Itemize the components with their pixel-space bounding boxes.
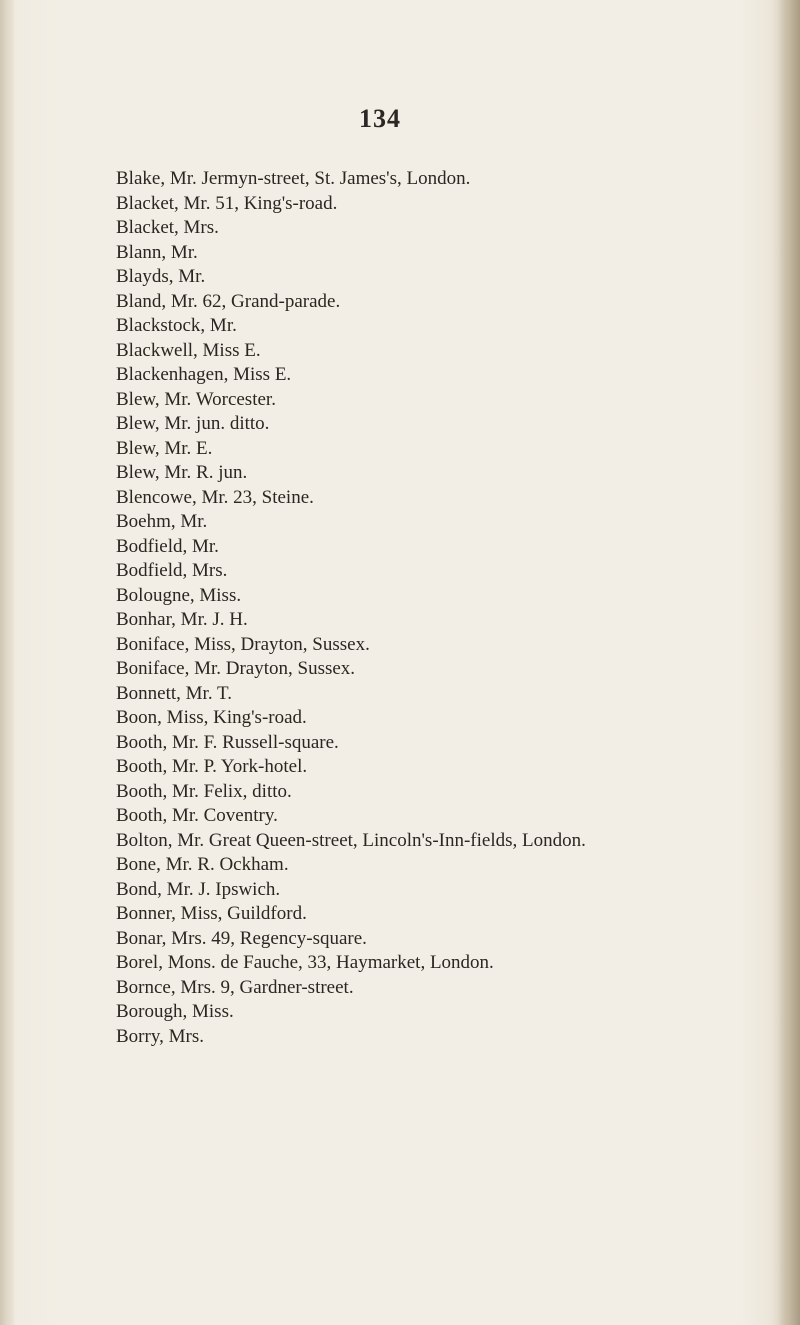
list-item: Blayds, Mr. <box>116 266 206 287</box>
list-item: Borough, Miss. <box>116 1001 234 1022</box>
list-item: Boon, Miss, King's-road. <box>116 707 307 728</box>
list-item: Bolton, Mr. Great Queen-street, Lincoln's-Inn-fields, London. <box>116 829 586 851</box>
list-item: Blake, Mr. Jermyn-street, St. James's, London. <box>116 168 471 189</box>
list-item: Blew, Mr. R. jun. <box>116 462 248 483</box>
list-item: Blencowe, Mr. 23, Steine. <box>116 486 314 508</box>
list-item: Blacket, Mrs. <box>116 217 219 238</box>
list-item: Bland, Mr. 62, Grand-parade. <box>116 290 341 312</box>
list-item: Borry, Mrs. <box>116 1025 204 1047</box>
list-item: Bonhar, Mr. J. H. <box>116 609 248 630</box>
list-item: Bodfield, Mrs. <box>116 560 228 581</box>
list-item: Borel, Mons. de Fauche, 33, Haymarket, London. <box>116 952 494 973</box>
list-item: Boniface, Mr. Drayton, Sussex. <box>116 658 356 679</box>
subscriber-list <box>116 167 756 1049</box>
list-item: Bornce, Mrs. 9, Gardner-street. <box>116 976 354 998</box>
page-left-edge <box>0 0 14 1325</box>
list-item: Blew, Mr. E. <box>116 437 213 459</box>
list-item: Bodfield, Mr. <box>116 535 219 557</box>
page-right-edge <box>778 0 800 1325</box>
list-item: Booth, Mr. Coventry. <box>116 805 278 826</box>
list-item: Blew, Mr. jun. ditto. <box>116 413 270 434</box>
list-item: Boehm, Mr. <box>116 511 208 532</box>
list-item: Bonar, Mrs. 49, Regency-square. <box>116 927 367 949</box>
list-item: Blackstock, Mr. <box>116 315 237 336</box>
list-item: Bond, Mr. J. Ipswich. <box>116 878 281 900</box>
list-item: Booth, Mr. P. York-hotel. <box>116 756 308 777</box>
page-number: 134 <box>359 104 401 133</box>
list-item: Boniface, Miss, Drayton, Sussex. <box>116 633 370 655</box>
list-item: Blacket, Mr. 51, King's-road. <box>116 192 338 214</box>
list-item: Blackwell, Miss E. <box>116 339 261 361</box>
list-item: Booth, Mr. F. Russell-square. <box>116 731 339 753</box>
list-item: Blew, Mr. Worcester. <box>116 388 276 410</box>
list-item: Blann, Mr. <box>116 241 198 263</box>
list-item: Bonner, Miss, Guildford. <box>116 903 307 924</box>
list-item: Bone, Mr. R. Ockham. <box>116 854 289 875</box>
list-item: Bolougne, Miss. <box>116 584 242 606</box>
list-item: Blackenhagen, Miss E. <box>116 364 292 385</box>
list-item: Bonnett, Mr. T. <box>116 682 232 704</box>
list-item: Booth, Mr. Felix, ditto. <box>116 780 292 802</box>
